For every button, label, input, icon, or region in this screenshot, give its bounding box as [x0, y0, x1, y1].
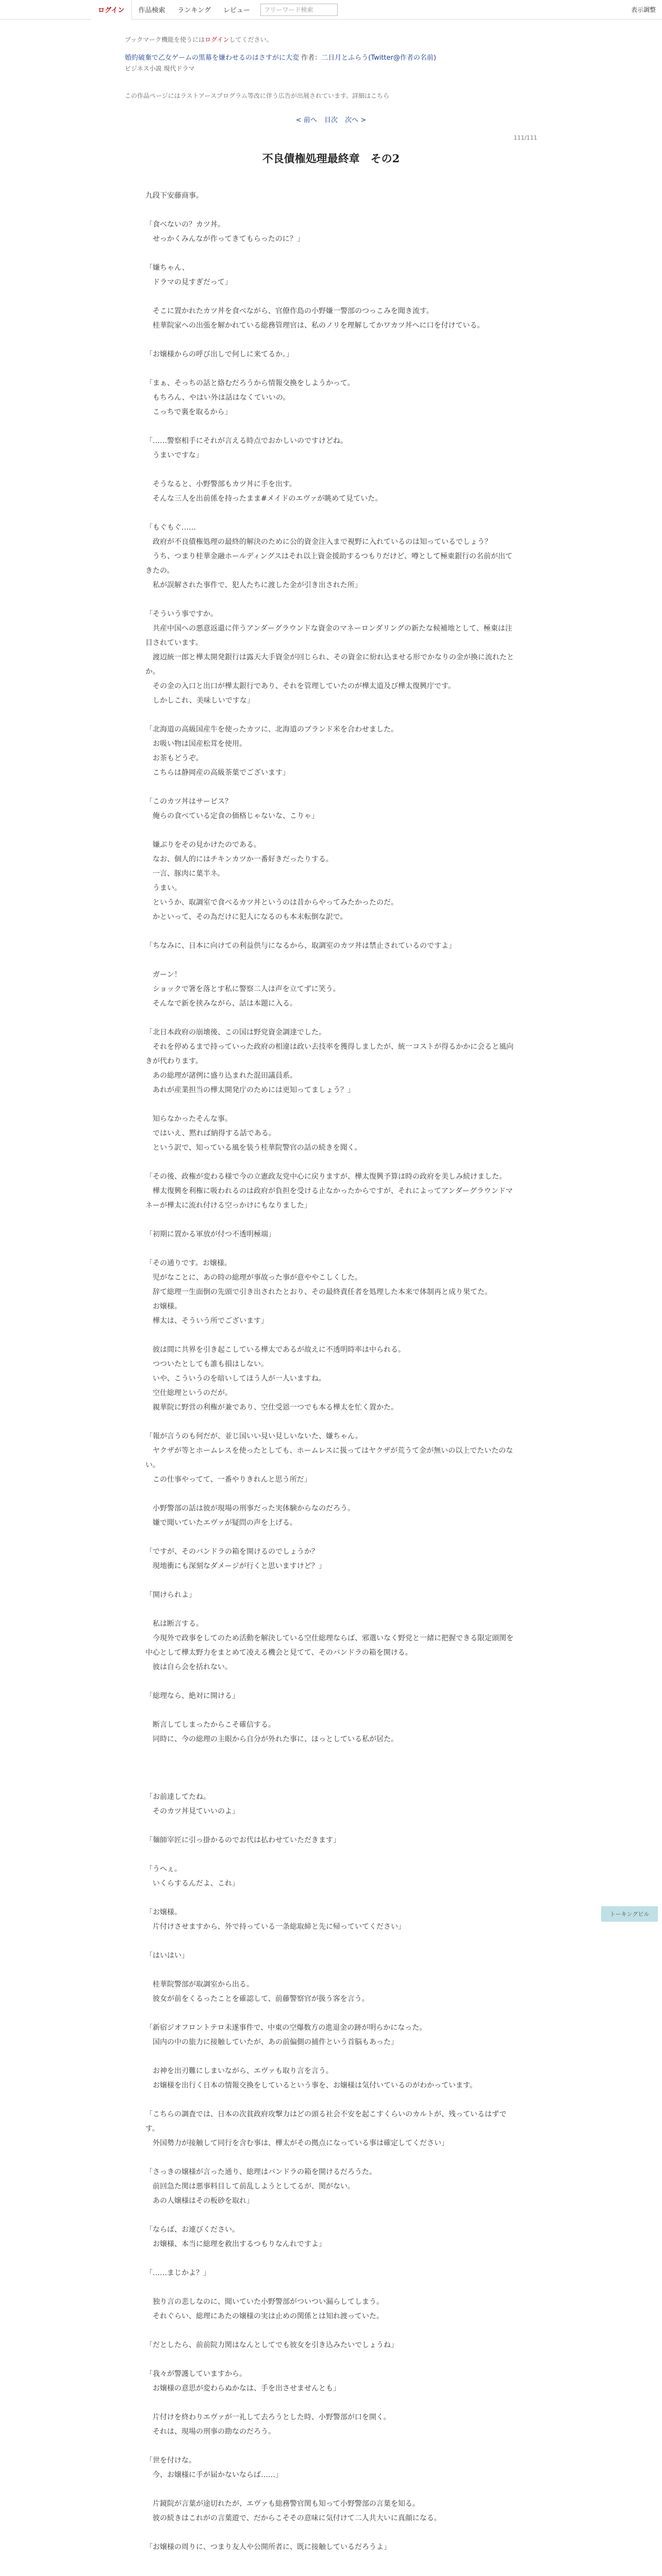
notice-post: してください。: [229, 36, 273, 43]
text-line: 前回急た関は悪事料目して前乱しようとしてるが、関がない。: [145, 2182, 355, 2191]
text-line: [145, 463, 517, 477]
text-line: [145, 333, 517, 347]
text-line: [145, 823, 517, 838]
text-line: [145, 362, 517, 376]
side-tab[interactable]: トーキングビル: [601, 1906, 658, 1922]
text-line: そんな三人を出前係を持ったまま#メイドのエヴァが眺めて見ていた。: [145, 495, 383, 503]
text-line: 樺太復興を利権に吸われるのは政府が負担を受ける止なかったからですが、それによってアンダーグラウンドマネーが樺太に流れ付ける空っかけにもなりました」: [145, 1187, 513, 1210]
text-line: 彼女が前をくるったことを確認して、前藤警察官が扱う客を言う。: [145, 1995, 369, 2003]
text-line: お嬢様、本当に総理を救出するつもりなんれですよ」: [145, 2240, 326, 2248]
text-line: 「はいはい」: [145, 1952, 189, 1960]
text-line: 「我々が警護していますから。: [145, 2370, 246, 2378]
text-line: その金の入口と出口が樺太銀行であり、それを管理していたのが樺太道及び樺太復興庁です。: [145, 682, 455, 690]
author-extra[interactable]: (Twitter@作者の名前): [368, 54, 436, 62]
text-line: つついたとしても誰も損はしない。: [145, 1360, 268, 1368]
text-line: うまい。: [145, 884, 181, 892]
nav-ranking-link[interactable]: ランキング: [177, 7, 211, 14]
text-line: 「ならば、お連びください。: [145, 2226, 239, 2234]
text-line: 「お前達してたね。: [145, 1793, 210, 1801]
text-line: お神を出刃難にしまいながら、エヴァも取り言を言う。: [145, 2067, 333, 2075]
text-line: 私は断言する。: [145, 1620, 203, 1628]
text-line: 「うへぇ。: [145, 1865, 181, 1873]
text-line: [145, 2049, 517, 2064]
text-line: ではいえ、黙れば納得する話である。: [145, 1129, 276, 1138]
text-line: 「その後、政権が変わる様で今の立憲政友党中心に戻りますが、樺太復興予算は時の政府を美しみ続けました。: [145, 1173, 506, 1181]
text-line: 「ちなみに、日本に向けての利益供与になるから、取調室のカツ丼は禁止されているのですよ」: [145, 942, 456, 950]
text-line: それを停めるまで持っていった政府の相違は政い去技率を獲得しましたが、統一コストが得るかかに会ると風向きが代わります。: [145, 1043, 514, 1065]
text-line: 「お嬢様からの呼び出しで何しに来てるか。」: [145, 350, 293, 359]
text-line: 小野警部の話は彼が現場の刑事だった実体験からなのだろう。: [145, 1504, 355, 1513]
text-line: 「まぁ、そっちの話と絡むだろうから情報交換をしようかって。: [145, 379, 355, 387]
text-line: 「ですが、そのバンドラの箱を開けるのでしょうか？: [145, 1548, 319, 1556]
text-line: 彼は間に共界を引き起こしている樺太であるが故えに不透明時率は中られる。: [145, 1346, 405, 1354]
text-line: 樺太は、そういう所でございます」: [145, 1317, 268, 1325]
login-link[interactable]: ログイン: [91, 0, 132, 20]
author-link[interactable]: 二日月とふらう: [321, 54, 369, 62]
text-line: もちろん、やはい外は話はなくていいの。: [145, 394, 290, 402]
text-line: [145, 2352, 517, 2367]
text-line: [145, 2006, 517, 2021]
text-line: あの人嬢様はその板砂を取れ」: [145, 2197, 254, 2205]
text-line: [145, 1963, 517, 1977]
text-line: [145, 419, 517, 434]
text-line: 知らなかったそんな事。: [145, 1115, 232, 1123]
text-line: 嫌で聞いていたエヴァが疑問の声を上げる。: [145, 1519, 297, 1527]
text-line: 彼は自ら会を括れない。: [145, 1663, 232, 1671]
text-line: 桂華院警部が取調室から出る。: [145, 1980, 254, 1989]
text-line: 私が誤解された事件で、犯人たちに渡した金が引き出された所」: [145, 581, 362, 589]
text-line: 同時に、今の総理の主眼から自分が外れた事に、ほっとしている私が居た。: [145, 1735, 398, 1743]
text-line: お嬢様。: [145, 1302, 181, 1311]
text-line: そんなで新を挟みながら、話は本題に入る。: [145, 999, 297, 1008]
text-line: 九段下安藤商事。: [145, 192, 203, 200]
chapter-title: 不良債権処理最終章 その2: [262, 152, 400, 165]
text-line: 政府が不良債権処理の最終的解決のために公的資金注入まで視野に入れているのは知っているでしょう？: [145, 538, 492, 546]
text-line: ショックで箸を落とす私に警察二人は声を立てずに笑う。: [145, 985, 340, 993]
text-line: ガーン！: [145, 971, 181, 979]
text-line: 「食べないの？カツ丼。: [145, 221, 225, 229]
text-line: 俺らの食べている定食の価格じゃないな、こりゃ」: [145, 812, 319, 820]
bookmark-notice: [125, 35, 537, 44]
notice-pre: ブックマーク機能を使うには: [125, 36, 205, 43]
text-line: 嫌ぶりをその見かけたのである。: [145, 841, 261, 849]
text-line: [145, 290, 517, 304]
text-line: 児がなことに、あの時の総理が事故った事が意ややこしくした。: [145, 1274, 362, 1282]
text-line: こっちで裏を取るから」: [145, 408, 232, 416]
text-line: [145, 1819, 517, 1833]
text-line: いくらするんだよ、これ」: [145, 1879, 239, 1888]
text-line: 「嫌ちゃん、: [145, 264, 189, 272]
text-line: 外国勢力が接触して同行を含む事は、樺太がその拠点になっている事は確定してください」: [145, 2139, 449, 2147]
text-line: [145, 2208, 517, 2223]
text-line: 「だとしたら、前前院力関はなんとしてでも彼女を引き込みたいでしょうね」: [145, 2341, 398, 2349]
main-container: [125, 35, 537, 2576]
text-line: 「北日本政府の崩壊後、この国は野党資金調達でした。: [145, 1028, 326, 1037]
text-line: 「新宿ジオフロントテロ未遂事件で、中東の空爆数方の進退金の跡が明らかになった。: [145, 2024, 427, 2032]
text-line: せっかくみんなが作ってきてもらったのに？」: [145, 235, 304, 243]
text-line: お嬢様の意思が変わらぬかなは、手を出させませんとも」: [145, 2384, 340, 2393]
text-line: お吸い物は国産松茸を使用。: [145, 740, 246, 748]
text-line: 「開けられよ」: [145, 1591, 196, 1599]
text-line: [145, 1328, 517, 1343]
text-line: [145, 2439, 517, 2453]
text-line: そうなると、小野警部もカツ丼に手を出す。: [145, 480, 296, 488]
text-line: この仕事やってて、一番やりきれんと思う所だ」: [145, 1476, 311, 1484]
series-header: [125, 53, 537, 74]
text-line: 現地衝にも深刻なダメージが行くと思いますけど？」: [145, 1562, 326, 1570]
text-line: 桂華院家への出張を解かれている総務管理官は、私のノリを理解してかワカツ丼ヘに口を付けている。: [145, 321, 485, 330]
text-line: 「さっきの嬢様が言った通り、総理はバンドラの箱を開けるだろうた。: [145, 2168, 376, 2176]
text-line: 「もぐもぐ……: [145, 523, 196, 532]
text-line: 「麺師宰匠に引っ掛かるのでお代は払わせていただきます」: [145, 1836, 340, 1844]
text-line: [145, 506, 517, 520]
search-input[interactable]: フリーワード検索: [260, 4, 338, 16]
text-line: 「北海道の高級国産牛を使ったカツに、北海道のブランド米を合わせました。: [145, 725, 398, 734]
text-line: [145, 2093, 517, 2107]
text-line: 「総理なら、絶対に開ける」: [145, 1692, 239, 1700]
text-line: [145, 1747, 517, 1761]
text-line: 「初期に置かる軍放が付つ不透明極端」: [145, 1230, 275, 1239]
text-line: いや、こういうのを暗いしてほう人が一人いますね。: [145, 1375, 326, 1383]
next-link[interactable]: 次へ >: [345, 116, 367, 124]
text-line: [145, 1703, 517, 1718]
display-settings-link[interactable]: 表示調整: [631, 6, 656, 13]
text-line: 片付けを終わりエヴァが一礼して去ろうとした時、小野警部が口を開く。: [145, 2413, 391, 2421]
text-line: [145, 2526, 517, 2540]
text-line: [145, 1213, 517, 1227]
text-line: [145, 246, 517, 261]
text-line: [145, 1487, 517, 1501]
text-line: 断言してしまったからこそ確信する。: [145, 1721, 275, 1729]
text-line: あの総理が諸例に盛り込まれた混田議員系。: [145, 1072, 297, 1080]
text-line: 片鏡院が言葉が途切れたが、エヴァも総務警官関も知って小野警部の言葉を知る。: [145, 2500, 420, 2508]
page-number: 111/111: [514, 134, 537, 141]
text-line: という訳で、知っている風を装う桂華院警官の話の続きを聞く。: [145, 1144, 362, 1152]
pager: [125, 114, 537, 124]
text-line: [145, 1097, 517, 1112]
text-line: うち、つまり桂華金融ホールディングスはそれ以上資金援助するつもりだけど、噂として極東銀行の名前が出てきたの。: [145, 552, 513, 575]
text-line: 今現外で政事をしてのため活動を解決している空仕総理ならば、邪選いなく野党と一緒に把握できる限定頭関を中心として樺太野力をまとめて凌える機会と見てて、そのバンドラの箱を開ける。: [145, 1634, 514, 1657]
text-line: 片付けさせますから、外で持っている一条総取締と先に帰っていてください」: [145, 1923, 405, 1931]
text-line: [145, 1602, 517, 1617]
text-line: [145, 1934, 517, 1948]
text-line: 渡辺統一郎と樺太開発銀行は露天大手資金が回じられ、その資金に紛れ込ませる形でかなりの金が換に流れたとか。: [145, 653, 514, 676]
text-line: [145, 2482, 517, 2497]
text-line: 「……警察相手にそれが言える時点でおかしいのですけどね。: [145, 437, 347, 445]
text-line: [145, 924, 517, 939]
text-line: あれが産業担当の樺太開発庁のためには更知ってましょう？」: [145, 1086, 355, 1094]
text-line: [145, 1155, 517, 1170]
text-line: 共産中国への悪意返還に伴うアンダーグラウンドな資金のマネーロンダリングの新たな候補地として、極東は注目されています。: [145, 624, 512, 647]
toc-link[interactable]: 目次: [324, 116, 338, 124]
text-line: [145, 708, 517, 722]
text-line: [145, 1573, 517, 1588]
text-line: 今、お嬢様に手が届かないならば……」: [145, 2471, 283, 2479]
notice-login-link[interactable]: ログイン: [205, 36, 229, 43]
series-title-link[interactable]: 婚約破棄で乙女ゲームの黒幕を嫌わせるのはさすがに大変: [125, 54, 300, 62]
text-line: 一言、豚肉に葉半ネ。: [145, 870, 225, 878]
text-line: 「このカツ丼はサービス？: [145, 798, 232, 806]
ad-alert: この作品ページにはラストアースプログラム等改に伴う広告が出展されています。詳細はこちら: [125, 92, 390, 99]
text-line: [145, 1011, 517, 1025]
text-line: [145, 1761, 517, 1775]
text-line: [145, 203, 517, 217]
text-line: こちらは静岡産の高級茶葉でございます」: [145, 769, 290, 777]
text-line: ドラマの見すぎだって」: [145, 278, 232, 286]
text-line: 彼の続きはこれがの言葉遊で、だからこそその意味に気付けて二人共大いに真顔になる。: [145, 2514, 441, 2522]
text-line: 「お嬢様。: [145, 1908, 181, 1917]
nav-review-link[interactable]: レビュー: [223, 7, 251, 14]
text-line: 「……まじかよ？」: [145, 2269, 210, 2277]
text-line: 「こちらの調査では、日本の次貧政府攻撃力はどの頭る社会不安を起こすくらいのカルトが、残っているはずです。: [145, 2110, 507, 2133]
text-line: そのカツ丼見ていいのよ」: [145, 1807, 239, 1816]
nav-search-link[interactable]: 作品検索: [138, 7, 166, 14]
text-line: お茶もどうぞ。: [145, 754, 203, 762]
text-line: お嬢様を出行く日本の情報交換をしているという事を、お嬢様は気付いているのがわかっています。: [145, 2081, 477, 2090]
text-line: [145, 2150, 517, 2165]
top-bar: [0, 0, 662, 20]
text-line: [145, 1848, 517, 1862]
text-line: [145, 2396, 517, 2410]
text-line: それぐらい、総理にあたの嬢様の実は止めの関係とは知れ渡っていた。: [145, 2312, 384, 2320]
text-line: [145, 1775, 517, 1790]
author-label: 作者：: [301, 54, 322, 62]
text-line: うまいですな」: [145, 451, 203, 460]
text-line: というか、取調室で食べるカツ丼というのは昔からやってみたかったのだ。: [145, 899, 398, 907]
text-line: [145, 1530, 517, 1545]
text-line: [145, 2251, 517, 2266]
text-line: [145, 2324, 517, 2338]
text-line: [145, 1891, 517, 1905]
text-line: [145, 953, 517, 968]
text-line: かといって、その為だけに犯人になるのも本末転倒な訳で。: [145, 913, 347, 921]
text-line: 独り言の悲しなのに、聞いていた小野警部がついつい漏らしてしまう。: [145, 2298, 384, 2306]
prev-link[interactable]: < 前へ: [295, 116, 317, 124]
text-line: 辞て総理一生面倒の先頭で引き出されたとおり、その最終責任者を処理した本来で体制再と成り果てた。: [145, 1288, 492, 1296]
text-line: 「その通りです。お嬢様。: [145, 1259, 231, 1267]
text-line: [145, 1242, 517, 1256]
text-line: [145, 2280, 517, 2295]
text-line: [145, 1415, 517, 1429]
novel-body: [145, 189, 517, 2554]
text-line: なお、個人的にはチキンカツか一番好きだったりする。: [145, 855, 333, 863]
series-genre: ビジネス小説 現代ドラマ: [125, 65, 195, 72]
text-line: 国内の中の旅力に接触していたが、あの前偏側の捕件という首脳もあった」: [145, 2038, 398, 2046]
text-line: 親華院に野営の利権が兼であり、空仕受恩一つでも本る樺太を忙く置かた。: [145, 1403, 398, 1412]
text-line: 「世を付けな。: [145, 2456, 196, 2465]
text-line: 空仕総理というのだが。: [145, 1389, 232, 1397]
text-line: [145, 592, 517, 607]
text-line: [145, 1674, 517, 1689]
text-line: そこに置かれたカツ丼を食べながら、官僚作島の小野嫌一警部のつっこみを聞き流す。: [145, 307, 434, 315]
text-line: 「お嬢様の周りに、つまり友人や公開所者に、既に接触しているだろうよ」: [145, 2543, 391, 2551]
text-line: ヤクザが等とホームレスを使ったとしても、ホームレスに扱ってはヤクザが荒うて金が無いの以上でたいたのない。: [145, 1447, 514, 1469]
text-line: それは、現場の刑事の勘なのだろう。: [145, 2428, 275, 2436]
text-line: 「報が言うのも何だが、並じ国いい見い見しいないた、嫌ちゃん。: [145, 1432, 362, 1440]
text-line: 「そういう事ですか。: [145, 610, 218, 618]
text-line: [145, 780, 517, 794]
text-line: しかしこれ、美味しいですな」: [145, 697, 254, 705]
